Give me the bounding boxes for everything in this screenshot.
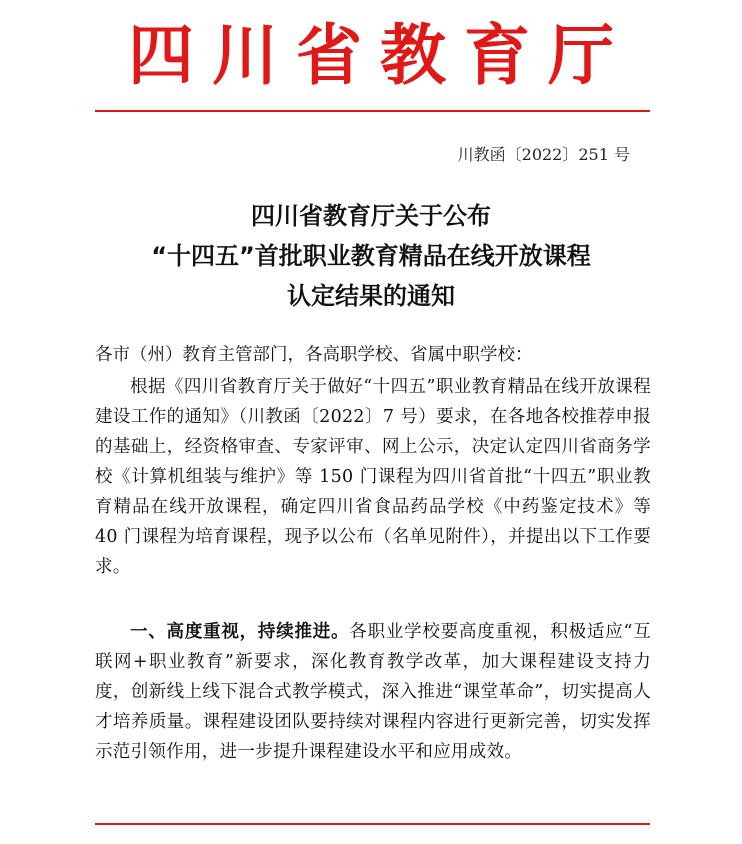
body-paragraph-1 bbox=[95, 372, 651, 582]
footer-divider bbox=[95, 823, 650, 825]
salutation: 各市（州）教育主管部门，各高职学校、省属中职学校： bbox=[95, 345, 533, 365]
letterhead-divider bbox=[95, 110, 650, 112]
agency-letterhead: 四川省教育厅 bbox=[128, 17, 632, 94]
body-paragraph-2 bbox=[95, 617, 651, 767]
title-line-1: 四川省教育厅关于公布 bbox=[251, 202, 491, 230]
paragraph-text: 各职业学校要高度重视，积极适应“互联网+职业教育”新要求，深化教育教学改革，加大课程建设支持力度，创新线上线下混合式教学模式，深入推进“课堂革命”，切实提高人才培养质量。课程建设团队要持续对课程内容进行更新完善，切实发挥示范引领作用，进一步提升课程建设水平和应用成效。 bbox=[95, 622, 651, 762]
paragraph-text: 根据《四川省教育厅关于做好“十四五”职业教育精品在线开放课程建设工作的通知》（川教函〔2022〕7 号）要求，在各地各校推荐申报的基础上，经资格审查、专家评审、网上公示，决定认定四川省商务学校《计算机组装与维护》等 150 门课程为四川省首批“十四五”职业教育精品在线开放课程，确定四川省食品药品学校《中药鉴定技术》等 40 门课程为培育课程，现予以公布（名单见附件），并提出以下工作要求。 bbox=[95, 377, 651, 577]
title-line-2: “十四五”首批职业教育精品在线开放课程 bbox=[151, 242, 591, 270]
document-title bbox=[0, 196, 742, 316]
section-heading: 一、高度重视，持续推进。 bbox=[130, 622, 350, 642]
title-line-3: 认定结果的通知 bbox=[287, 282, 455, 310]
document-number: 川教函〔2022〕251 号 bbox=[457, 145, 630, 164]
